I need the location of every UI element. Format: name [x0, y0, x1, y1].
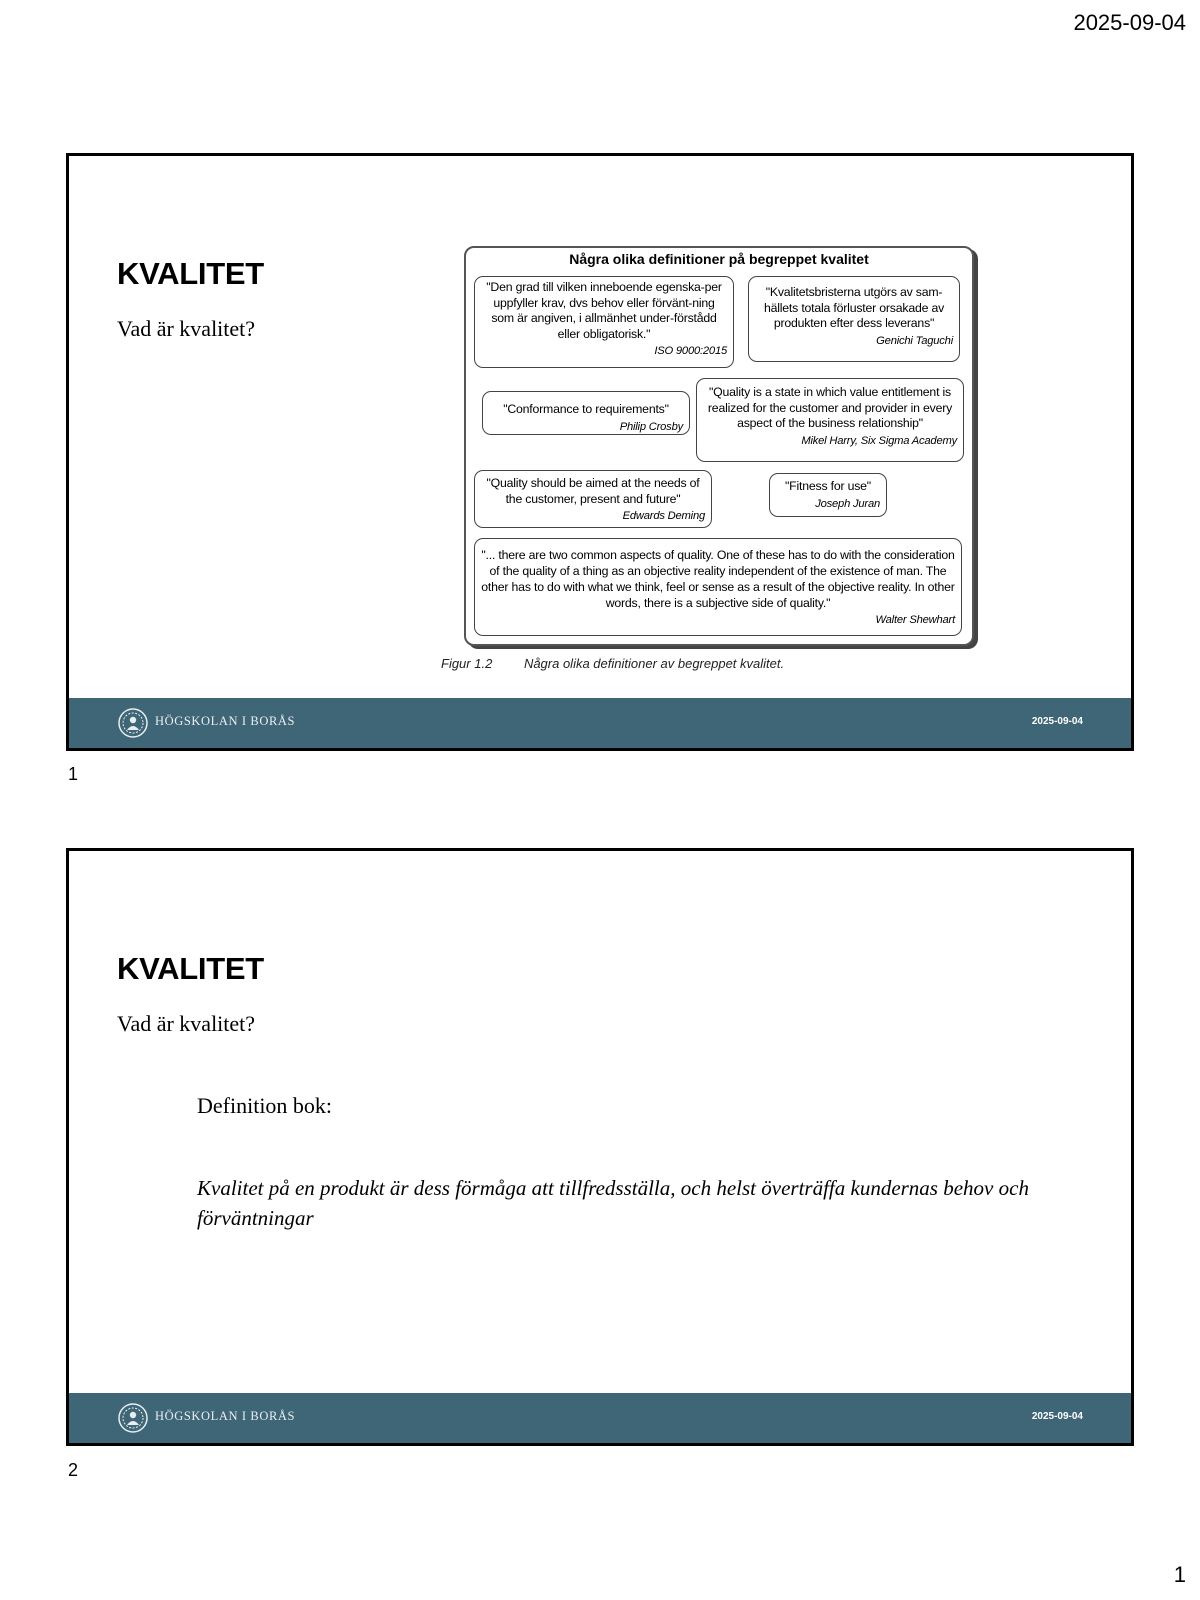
slide-subtitle: Vad är kvalitet? [117, 316, 256, 341]
quote-text: "Conformance to requirements" [503, 402, 669, 416]
slide-footer [69, 1393, 1131, 1443]
slide-2 [66, 848, 1134, 1446]
figure-caption-number: Figur 1.2 [441, 656, 493, 671]
slide-1 [66, 153, 1134, 751]
quote-harry [696, 378, 964, 462]
quote-taguchi [748, 276, 960, 362]
page-date: 2025-09-04 [1073, 10, 1186, 35]
university-seal-icon [117, 707, 149, 739]
quote-author: Mikel Harry, Six Sigma Academy [801, 434, 957, 447]
quote-deming [474, 470, 712, 528]
quote-author: Genichi Taguchi [876, 334, 953, 347]
definition-label: Definition bok: [197, 1093, 333, 1118]
university-seal-icon [117, 1402, 149, 1434]
slide-title: KVALITET [117, 256, 264, 291]
quote-crosby [482, 391, 690, 435]
quote-author: Edwards Deming [622, 510, 705, 522]
footer-date: 2025-09-04 [1031, 716, 1083, 727]
slide-number-label: 1 [68, 764, 79, 784]
footer-school-name: HÖGSKOLAN I BORÅS [155, 714, 296, 728]
quality-definitions-figure [464, 246, 974, 646]
page-number: 1 [1173, 1562, 1186, 1587]
quote-author: Walter Shewhart [875, 614, 955, 626]
figure-heading: Några olika definitioner på begreppet kvalitet [569, 251, 869, 267]
slide-title: KVALITET [117, 951, 264, 986]
quote-author: ISO 9000:2015 [654, 345, 727, 357]
quote-text: "... there are two common aspects of quality. One of these has to do with the consideration of the quality of a thing as an objective reality independent of the existence of man. The other has to do with what we think, feel or sense as a result of the objective reality. In other words, there is a subjective side of quality." [481, 548, 955, 610]
slide-footer [69, 698, 1131, 748]
quote-text: "Quality should be aimed at the needs of the customer, present and future" [486, 476, 700, 506]
figure-caption-text: Några olika definitioner av begreppet kvalitet. [523, 656, 785, 671]
slide-subtitle: Vad är kvalitet? [117, 1011, 256, 1036]
quote-author: Philip Crosby [619, 420, 683, 433]
definition-text: Kvalitet på en produkt är dess förmåga att tillfredsställa, och helst överträffa kundernas behov och förväntningar [197, 1176, 1029, 1230]
quote-iso [474, 276, 734, 368]
figure-caption [441, 656, 784, 671]
slide-number-label: 2 [68, 1460, 79, 1480]
footer-date: 2025-09-04 [1031, 1411, 1083, 1422]
quote-juran [769, 473, 887, 517]
quote-author: Joseph Juran [815, 497, 880, 510]
quote-text: "Fitness for use" [785, 479, 871, 493]
footer-school-name: HÖGSKOLAN I BORÅS [155, 1409, 296, 1423]
quote-text: "Kvalitetsbristerna utgörs av sam-hällets totala förluster orsakade av produkten efter dess leverans" [763, 285, 945, 330]
quote-text: "Quality is a state in which value entitlement is realized for the customer and provider in every aspect of the business relationship" [707, 385, 953, 430]
quote-text: "Den grad till vilken inneboende egenska-per uppfyller krav, dvs behov eller förvänt-ning som är angiven, i allmänhet under-förstådd eller obligatorisk." [486, 280, 722, 341]
quote-shewhart [474, 538, 962, 636]
